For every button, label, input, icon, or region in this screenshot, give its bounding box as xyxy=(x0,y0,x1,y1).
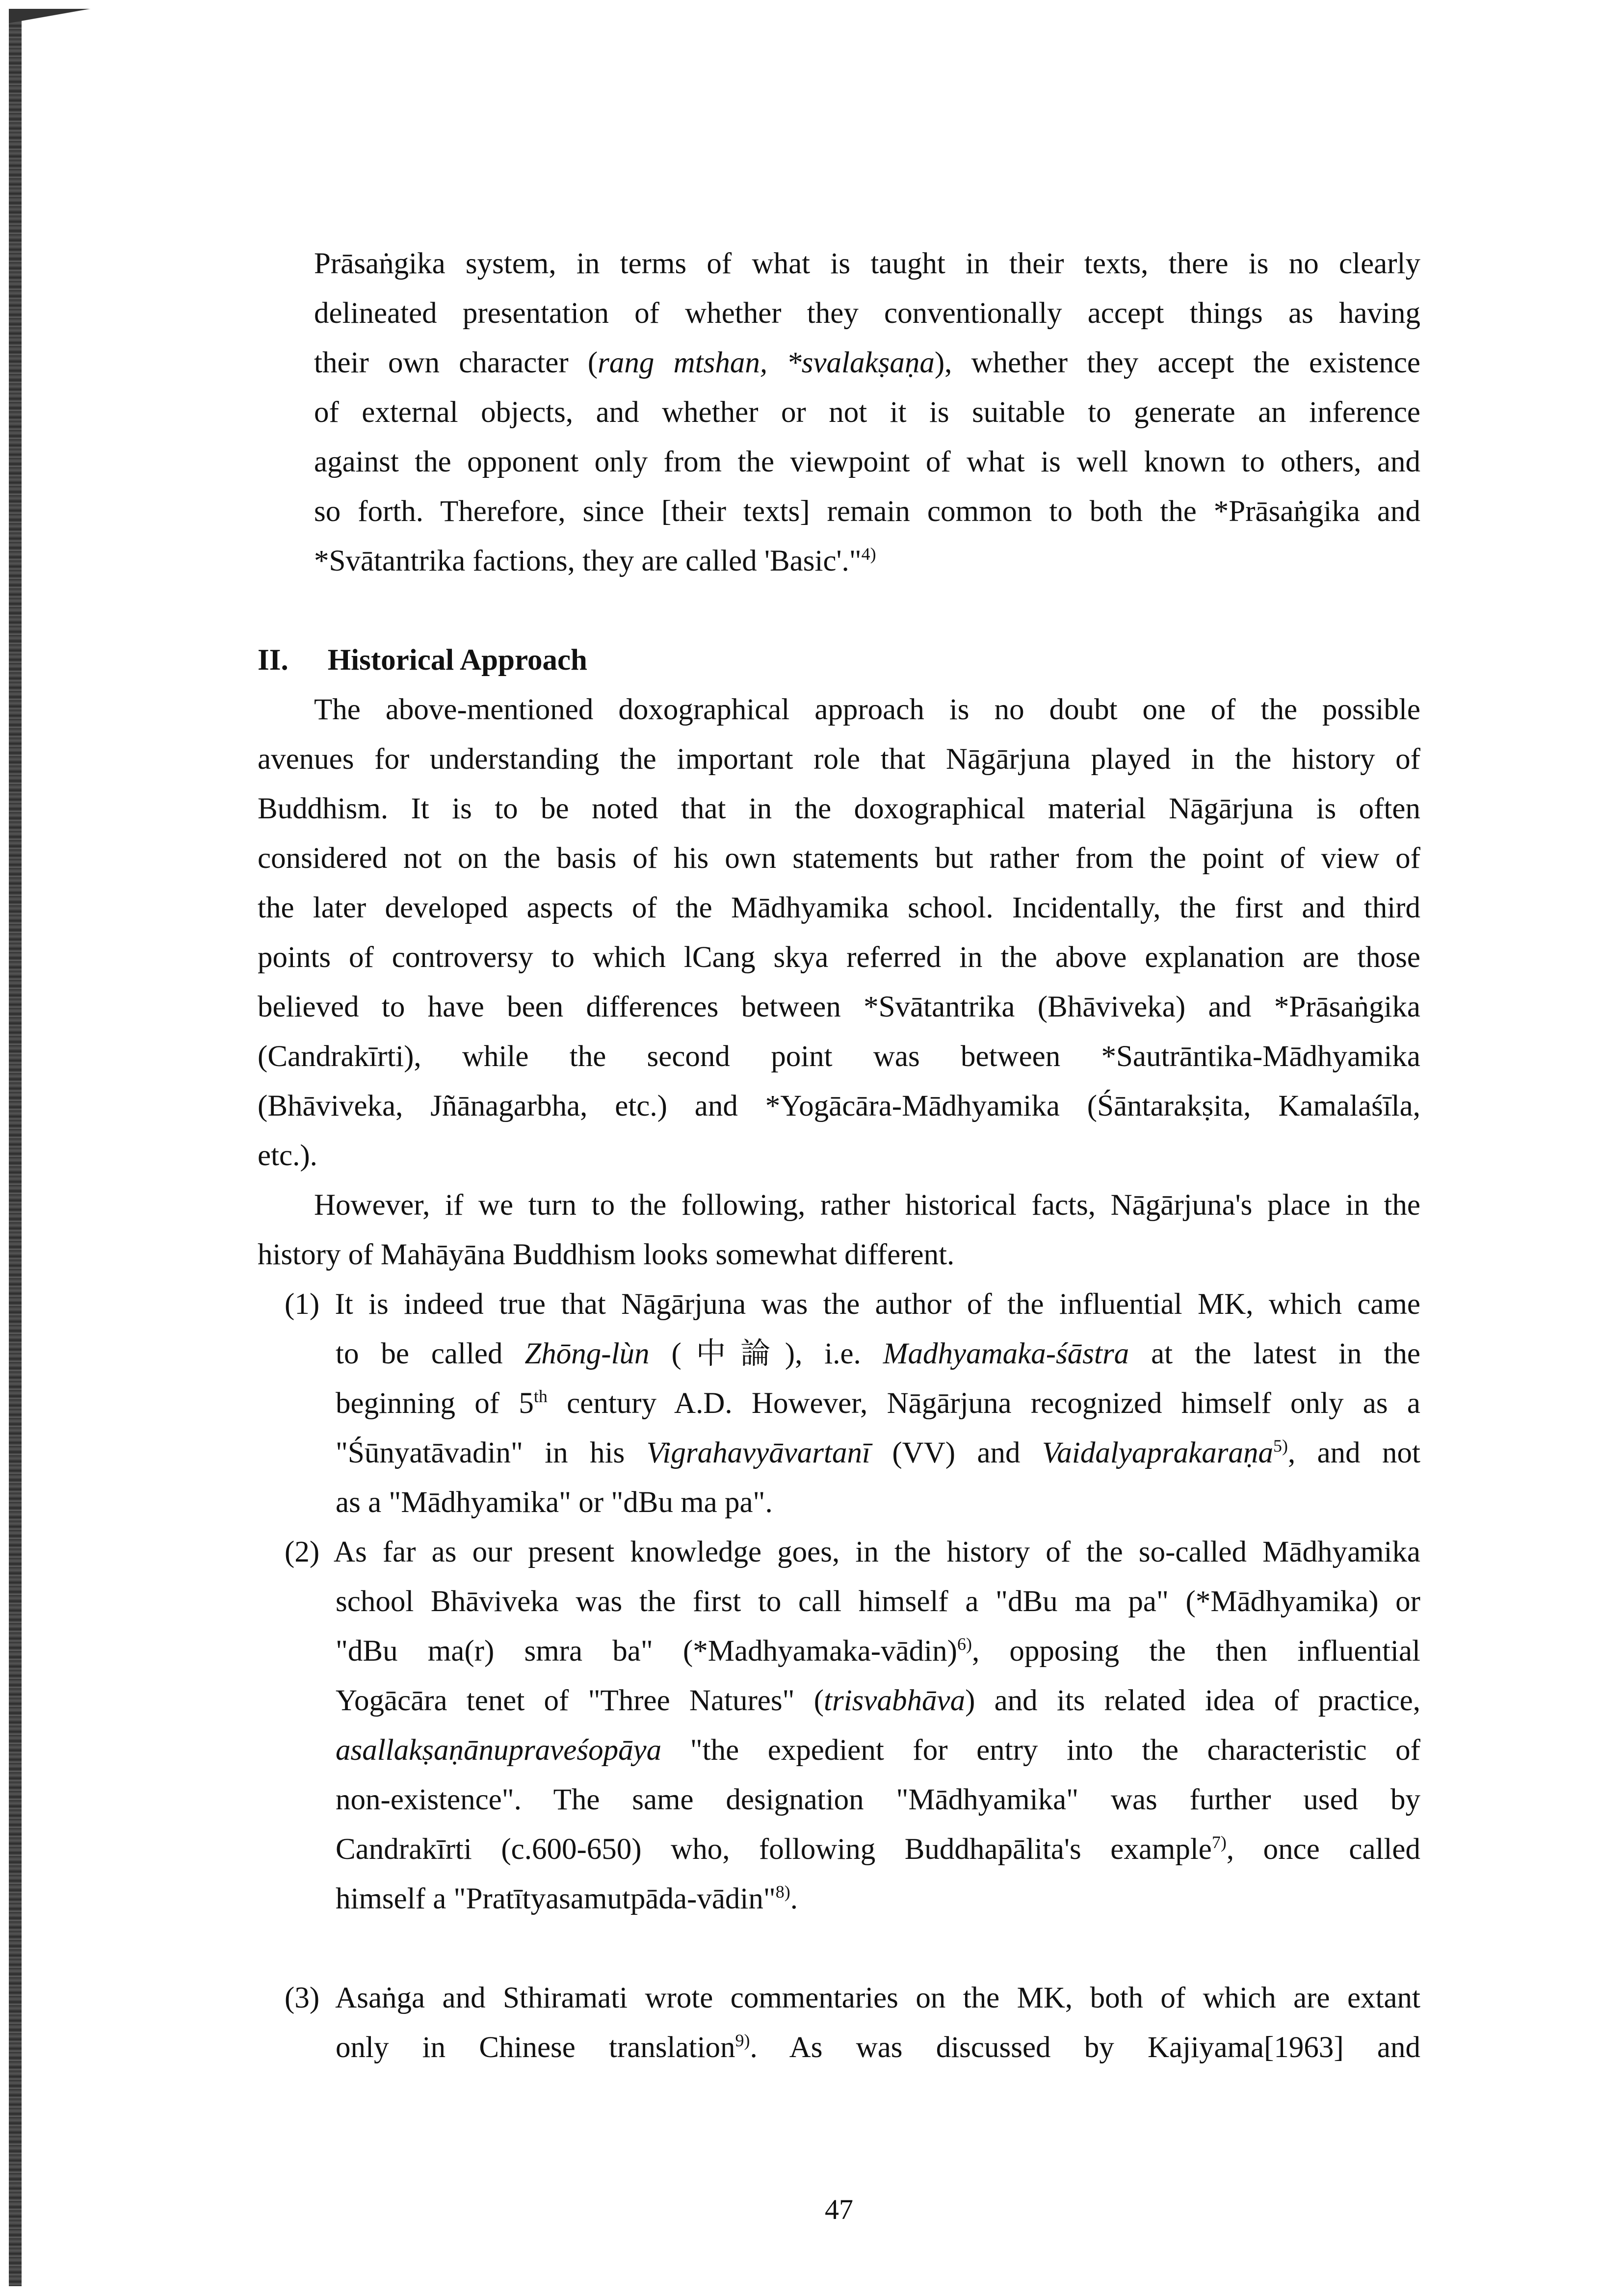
text-run: II. xyxy=(258,644,288,677)
text-run: . xyxy=(790,1882,798,1915)
text-line xyxy=(258,1032,1420,1081)
text-run: (中論), i.e. xyxy=(649,1337,883,1370)
text-line xyxy=(258,1081,1420,1131)
text-line xyxy=(314,388,1420,437)
text-run: , once called xyxy=(1226,1833,1420,1866)
italic-term: Vigrahavyāvartanī xyxy=(646,1436,870,1469)
text-line xyxy=(336,2023,1420,2072)
section-heading xyxy=(258,635,1420,685)
scanned-binding-corner xyxy=(9,9,127,28)
text-run: , opposing the then influential xyxy=(971,1635,1420,1668)
text-run: "the expedient for entry into the characteristic of xyxy=(661,1734,1420,1767)
text-line xyxy=(285,1279,1420,1329)
text-line xyxy=(336,1577,1420,1626)
text-line xyxy=(336,1725,1420,1775)
text-line xyxy=(336,1825,1420,1874)
text-line xyxy=(314,536,1420,586)
text-run: Candrakīrti (c.600-650) who, following Buddhapālita's example xyxy=(336,1833,1212,1866)
text-line xyxy=(314,685,1420,734)
text-run: (Bhāviveka, Jñānagarbha, etc.) and *Yogācāra-Mādhyamika (Śāntarakṣita, Kamalaśīla, xyxy=(258,1090,1420,1122)
text-run: etc.). xyxy=(258,1139,317,1172)
text-run: of external objects, and whether or not it is suitable to generate an inference xyxy=(314,396,1420,429)
page-body xyxy=(0,239,1624,2072)
text-run: (Candrakīrti), while the second point was between *Sautrāntika-Mādhyamika xyxy=(258,1040,1420,1073)
footnote-ref: th xyxy=(533,1386,548,1406)
text-run: Buddhism. It is to be noted that in the doxographical material Nāgārjuna is often xyxy=(258,792,1420,825)
text-run: at the latest in the xyxy=(1129,1337,1420,1370)
text-line xyxy=(258,734,1420,784)
text-line xyxy=(258,883,1420,933)
text-run: . As was discussed by Kajiyama[1963] and xyxy=(750,2031,1420,2064)
text-run: beginning of 5 xyxy=(336,1387,534,1420)
text-run: (1) It is indeed true that Nāgārjuna was the author of the influential MK, which came xyxy=(285,1288,1420,1321)
text-line xyxy=(314,338,1420,388)
footnote-ref: 8) xyxy=(775,1882,790,1902)
text-run: The above-mentioned doxographical approach is no doubt one of the possible xyxy=(314,693,1420,726)
text-run: non-existence". The same designation "Mādhyamika" was further used by xyxy=(336,1783,1420,1816)
text-run: Prāsaṅgika system, in terms of what is taught in their texts, there is no clearly xyxy=(314,247,1420,280)
text-line xyxy=(336,1478,1420,1527)
text-line xyxy=(336,1626,1420,1676)
page-number: 47 xyxy=(825,2193,853,2225)
footnote-ref: 5) xyxy=(1273,1436,1288,1456)
text-line xyxy=(336,1329,1420,1379)
text-run: considered not on the basis of his own statements but rather from the point of view of xyxy=(258,842,1420,875)
text-line xyxy=(336,1676,1420,1725)
text-run: the later developed aspects of the Mādhyamika school. Incidentally, the first and third xyxy=(258,891,1420,924)
text-line xyxy=(314,1180,1420,1230)
text-run: only in Chinese translation xyxy=(336,2031,735,2064)
footnote-ref: 6) xyxy=(957,1634,972,1654)
text-run: However, if we turn to the following, rather historical facts, Nāgārjuna's place in the xyxy=(314,1189,1420,1222)
text-line xyxy=(336,1428,1420,1478)
text-run: believed to have been differences between *Svātantrika (Bhāviveka) and *Prāsaṅgika xyxy=(258,991,1420,1023)
text-line xyxy=(314,487,1420,536)
italic-term: Madhyamaka-śāstra xyxy=(883,1337,1129,1370)
text-line xyxy=(258,1230,1420,1279)
text-run: against the opponent only from the viewpoint of what is well known to others, and xyxy=(314,445,1420,478)
text-line xyxy=(258,982,1420,1032)
text-run: avenues for understanding the important role that Nāgārjuna played in the history of xyxy=(258,743,1420,776)
text-run: "dBu ma(r) smra ba" (*Madhyamaka-vādin) xyxy=(336,1635,957,1668)
text-line xyxy=(258,1131,1420,1180)
text-line xyxy=(285,1527,1420,1577)
text-line xyxy=(314,437,1420,487)
text-run: *Svātantrika factions, they are called 'Basic'." xyxy=(314,545,862,577)
footnote-ref: 7) xyxy=(1211,1832,1227,1852)
text-run: Yogācāra tenet of "Three Natures" ( xyxy=(336,1684,824,1717)
text-run: , and not xyxy=(1287,1436,1421,1469)
footnote-ref: 9) xyxy=(735,2031,750,2050)
text-run: points of controversy to which lCang skya referred in the above explanation are those xyxy=(258,941,1420,974)
text-line xyxy=(258,784,1420,834)
text-line xyxy=(258,933,1420,982)
text-run: (3) Asaṅga and Sthiramati wrote commentaries on the MK, both of which are extant xyxy=(285,1982,1420,2014)
text-run: "Śūnyatāvadin" in his xyxy=(336,1436,647,1469)
text-run: school Bhāviveka was the first to call himself a "dBu ma pa" (*Mādhyamika) or xyxy=(336,1585,1420,1618)
text-run: (2) As far as our present knowledge goes, in the history of the so-called Mādhyamika xyxy=(285,1536,1420,1568)
text-run: so forth. Therefore, since [their texts] remain common to both the *Prāsaṅgika and xyxy=(314,495,1420,528)
text-line xyxy=(336,1874,1420,1924)
italic-term: asallakṣaṇānupraveśopāya xyxy=(336,1734,662,1767)
text-run: ) and its related idea of practice, xyxy=(965,1684,1420,1717)
text-run: himself a "Pratītyasamutpāda-vādin" xyxy=(336,1882,776,1915)
footnote-ref: 4) xyxy=(861,544,876,564)
italic-term: Zhōng-lùn xyxy=(524,1337,650,1370)
text-run: ), whether they accept the existence xyxy=(934,346,1420,379)
italic-term: rang mtshan, *svalakṣaṇa xyxy=(598,346,935,379)
text-line xyxy=(314,239,1420,288)
text-line xyxy=(285,1973,1420,2023)
text-run: delineated presentation of whether they conventionally accept things as having xyxy=(314,297,1420,330)
text-line xyxy=(258,834,1420,883)
text-line xyxy=(336,1379,1420,1428)
heading-title: Historical Approach xyxy=(327,644,587,677)
text-line xyxy=(314,288,1420,338)
italic-term: trisvabhāva xyxy=(824,1684,966,1717)
text-run: as a "Mādhyamika" or "dBu ma pa". xyxy=(336,1486,773,1519)
text-run: (VV) and xyxy=(870,1436,1042,1469)
text-run: history of Mahāyāna Buddhism looks somewhat different. xyxy=(258,1238,955,1271)
italic-term: Vaidalyaprakaraṇa xyxy=(1042,1436,1273,1469)
text-run: their own character ( xyxy=(314,346,598,379)
text-run: century A.D. However, Nāgārjuna recognized himself only as a xyxy=(547,1387,1420,1420)
text-run: to be called xyxy=(336,1337,525,1370)
text-line xyxy=(336,1775,1420,1825)
